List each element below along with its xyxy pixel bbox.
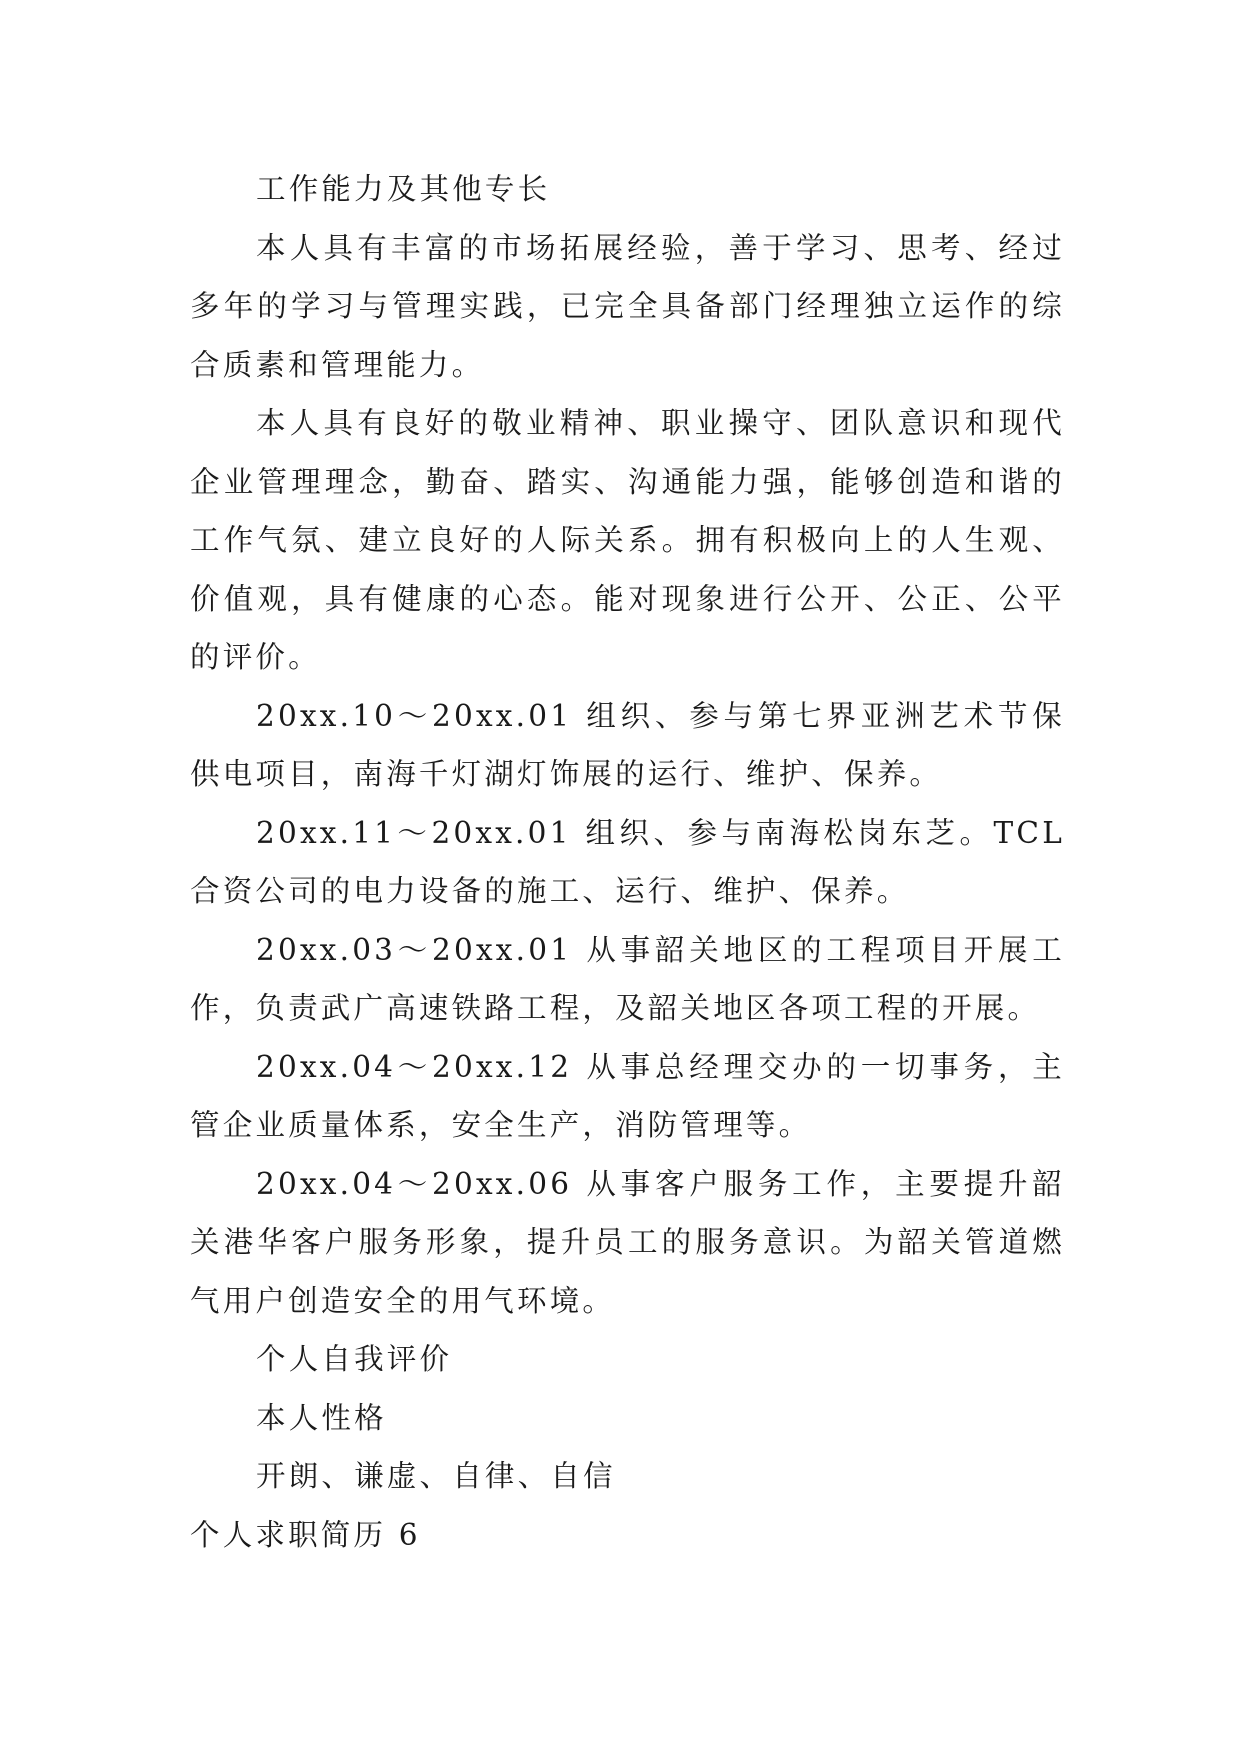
paragraph-experience: 本人具有丰富的市场拓展经验，善于学习、思考、经过多年的学习与管理实践，已完全具备部门经理独立运作的综合质素和管理能力。	[190, 230, 1065, 382]
paragraph-project-shaoguan: 20xx.03～20xx.01 从事韶关地区的工程项目开展工作，负责武广高速铁路工程，及韶关地区各项工程的开展。	[190, 932, 1065, 1025]
paragraph-project-nanhai-songgang: 20xx.11～20xx.01 组织、参与南海松岗东芝。TCL 合资公司的电力设备的施工、运行、维护、保养。	[190, 815, 1065, 908]
paragraph-personality-traits: 开朗、谦虚、自律、自信	[256, 1459, 616, 1493]
paragraph-customer-service: 20xx.04～20xx.06 从事客户服务工作，主要提升韶关港华客户服务形象，提升员工的服务意识。为韶关管道燃气用户创造安全的用气环境。	[190, 1166, 1065, 1318]
section-heading-personality: 本人性格	[256, 1400, 387, 1435]
paragraph-project-asian-arts-festival: 20xx.10～20xx.01 组织、参与第七界亚洲艺术节保供电项目，南海千灯湖灯饰展的运行、维护、保养。	[190, 698, 1065, 791]
paragraph-general-manager-affairs: 20xx.04～20xx.12 从事总经理交办的一切事务，主管企业质量体系，安全生产，消防管理等。	[190, 1049, 1065, 1142]
paragraph-professionalism: 本人具有良好的敬业精神、职业操守、团队意识和现代企业管理理念，勤奋、踏实、沟通能力强，能够创造和谐的工作气氛、建立良好的人际关系。拥有积极向上的人生观、价值观，具有健康的心态。能对现象进行公开、公正、公平的评价。	[190, 406, 1065, 674]
section-title-resume-6: 个人求职简历 6	[190, 1517, 421, 1552]
section-heading-work-ability: 工作能力及其他专长	[256, 172, 551, 206]
section-heading-self-evaluation: 个人自我评价	[256, 1342, 453, 1376]
document-body	[190, 160, 1065, 1564]
